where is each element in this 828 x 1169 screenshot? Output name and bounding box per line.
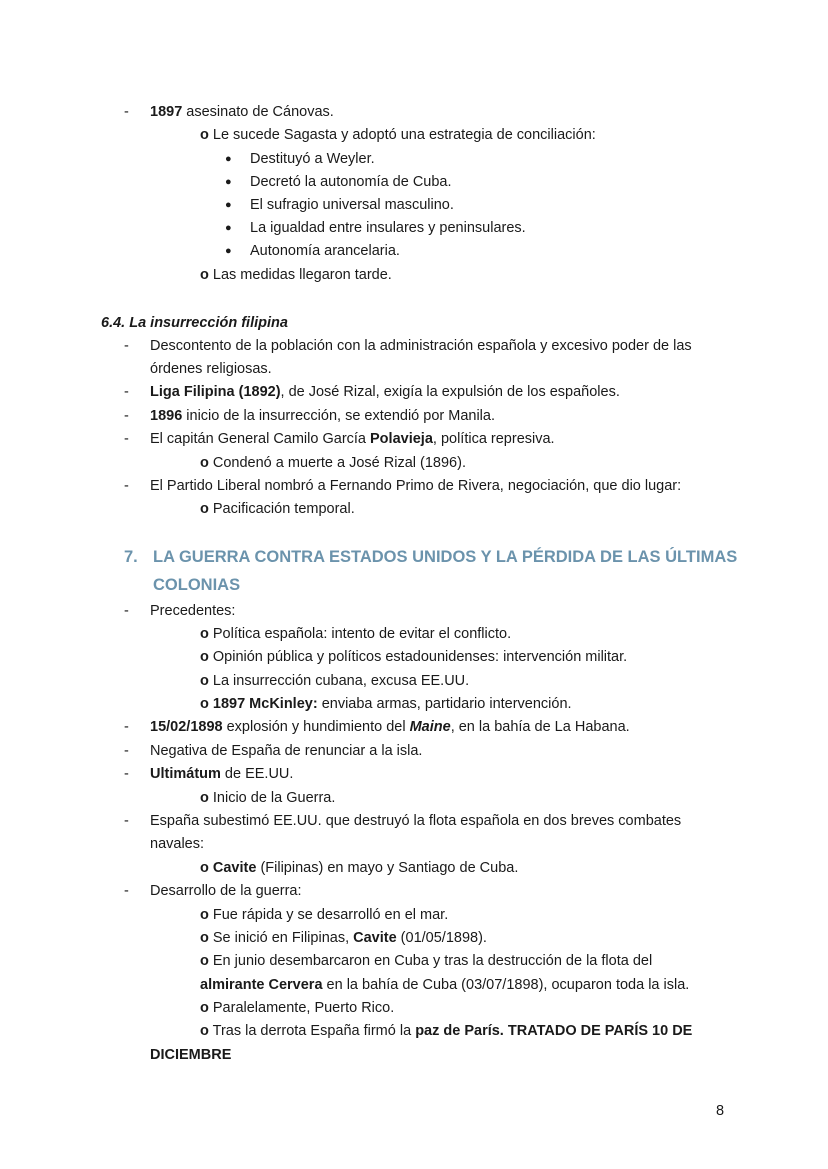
bullet-icon: ● [225,176,232,188]
list-item: El Partido Liberal nombró a Fernando Primo de Rivera, negociación, que dio lugar: [150,478,682,494]
list-item: España subestimó EE.UU. que destruyó la flota española en dos breves combates [150,813,682,829]
dash-marker: - [124,408,129,424]
bullet-item: Autonomía arancelaria. [250,243,400,259]
section-title-continuation: COLONIAS [153,576,241,594]
dash-marker: - [124,743,129,759]
bullet-item: Destituyó a Weyler. [250,151,375,167]
sub-item: o Cavite (Filipinas) en mayo y Santiago de Cuba. [200,860,519,876]
dash-marker: - [124,338,129,354]
sub-item: o Política española: intento de evitar el conflicto. [200,626,512,642]
dash-marker: - [124,478,129,494]
list-item: 15/02/1898 explosión y hundimiento del Maine, en la bahía de La Habana. [150,719,630,735]
sub-item: o Inicio de la Guerra. [200,790,336,806]
list-item: Desarrollo de la guerra: [150,883,302,899]
bullet-item: La igualdad entre insulares y peninsulares. [250,220,526,236]
section-number: 7. [124,548,138,566]
sub-item: o Pacificación temporal. [200,501,355,517]
list-item: Precedentes: [150,603,236,619]
bullet-icon: ● [225,222,232,234]
dash-marker: - [124,883,129,899]
list-item: El capitán General Camilo García Polavieja, política represiva. [150,431,555,447]
list-item-continuation: navales: [150,836,205,852]
sub-item: o Condenó a muerte a José Rizal (1896). [200,455,466,471]
list-item-continuation: órdenes religiosas. [150,361,272,377]
bullet-icon: ● [225,153,232,165]
sub-item: o Opinión pública y políticos estadounidenses: intervención militar. [200,649,628,665]
dash-marker: - [124,813,129,829]
bullet-icon: ● [225,245,232,257]
sub-item: o Le sucede Sagasta y adoptó una estrategia de conciliación: [200,127,596,143]
section-heading: 6.4. La insurrección filipina [101,315,288,331]
dash-marker: - [124,766,129,782]
page-number: 8 [716,1103,725,1119]
dash-marker: - [124,104,129,120]
list-item: Descontento de la población con la administración española y excesivo poder de las [150,338,692,354]
sub-item: o 1897 McKinley: enviaba armas, partidario intervención. [200,696,572,712]
dash-marker: - [124,384,129,400]
list-item: 1897 asesinato de Cánovas. [150,104,334,120]
list-item: Ultimátum de EE.UU. [150,766,294,782]
bullet-icon: ● [225,199,232,211]
sub-item: o Las medidas llegaron tarde. [200,267,392,283]
bullet-item: Decretó la autonomía de Cuba. [250,174,452,190]
sub-item-continuation: almirante Cervera en la bahía de Cuba (03/07/1898), ocuparon toda la isla. [200,977,690,993]
dash-marker: - [124,431,129,447]
sub-item: o Se inició en Filipinas, Cavite (01/05/1898). [200,930,487,946]
sub-item: o La insurrección cubana, excusa EE.UU. [200,673,470,689]
sub-item: o Tras la derrota España firmó la paz de París. TRATADO DE PARÍS 10 DE [200,1023,693,1039]
list-item: Negativa de España de renunciar a la isla. [150,743,423,759]
sub-item: o Fue rápida y se desarrolló en el mar. [200,907,449,923]
sub-item: o Paralelamente, Puerto Rico. [200,1000,395,1016]
dash-marker: - [124,603,129,619]
section-title: LA GUERRA CONTRA ESTADOS UNIDOS Y LA PÉRDIDA DE LAS ÚLTIMAS [153,548,738,566]
dash-marker: - [124,719,129,735]
list-item: Liga Filipina (1892), de José Rizal, exigía la expulsión de los españoles. [150,384,620,400]
sub-item: o En junio desembarcaron en Cuba y tras la destrucción de la flota del [200,953,653,969]
bullet-item: El sufragio universal masculino. [250,197,454,213]
sub-item-continuation: DICIEMBRE [150,1047,232,1063]
list-item: 1896 inicio de la insurrección, se extendió por Manila. [150,408,495,424]
